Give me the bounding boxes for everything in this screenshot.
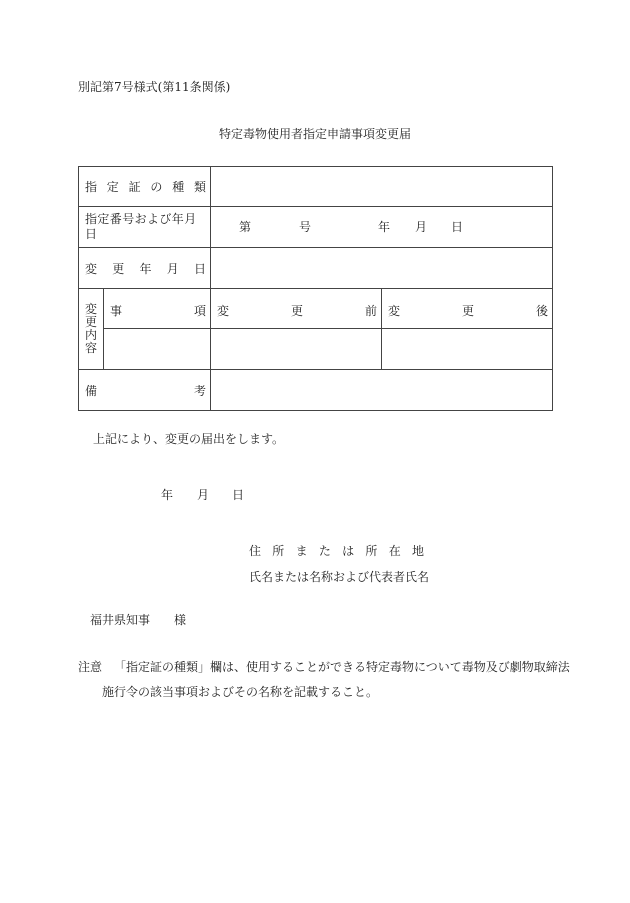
remarks-label-cell: 備 考 <box>79 370 211 411</box>
before-value-cell[interactable] <box>211 329 382 370</box>
addressee-honorific: 様 <box>174 613 187 627</box>
date-month: 月 <box>197 488 210 502</box>
page-title: 特定毒物使用者指定申請事項変更届 <box>218 127 411 141</box>
designation-number-value-cell[interactable] <box>211 207 553 248</box>
name-label: 氏名または名称および代表者氏名 <box>249 570 430 584</box>
after-value-cell[interactable] <box>382 329 553 370</box>
before-header-cell: 変 更 前 <box>211 289 382 329</box>
type-label-cell: 指 定 証 の 種 類 <box>79 167 211 207</box>
type-value-cell[interactable] <box>211 167 553 207</box>
note-label: 注意 <box>78 660 103 674</box>
statement: 上記により、変更の届出をします。 <box>93 432 285 446</box>
item-value-cell[interactable] <box>104 329 211 370</box>
note-line-2: 施行令の該当事項およびその名称を記載すること。 <box>102 685 379 699</box>
go-label: 号 <box>299 220 312 234</box>
addressee-name: 福井県知事 <box>90 613 151 627</box>
date-year: 年 <box>161 488 174 502</box>
dai-label: 第 <box>239 220 252 234</box>
item-header-cell: 事 項 <box>104 289 211 329</box>
change-form-table <box>78 166 553 411</box>
change-date-value-cell[interactable] <box>211 248 553 289</box>
day-label: 日 <box>451 220 464 234</box>
address-label: 住 所 ま た は 所 在 地 <box>249 544 424 558</box>
remarks-value-cell[interactable] <box>211 370 553 411</box>
change-date-label-cell: 変 更 年 月 日 <box>79 248 211 289</box>
note-line-1: 「指定証の種類」欄は、使用することができる特定毒物について毒物及び劇物取締法 <box>114 660 570 674</box>
month-label: 月 <box>415 220 428 234</box>
after-header-cell: 変 更 後 <box>382 289 553 329</box>
addressee <box>90 613 186 627</box>
date-day: 日 <box>232 488 245 502</box>
change-content-label-cell: 変 更 内 容 <box>79 289 104 370</box>
year-label: 年 <box>378 220 391 234</box>
form-number: 別記第7号様式(第11条関係) <box>78 80 231 94</box>
designation-number-label-cell: 指定番号および年月 日 <box>79 207 211 248</box>
